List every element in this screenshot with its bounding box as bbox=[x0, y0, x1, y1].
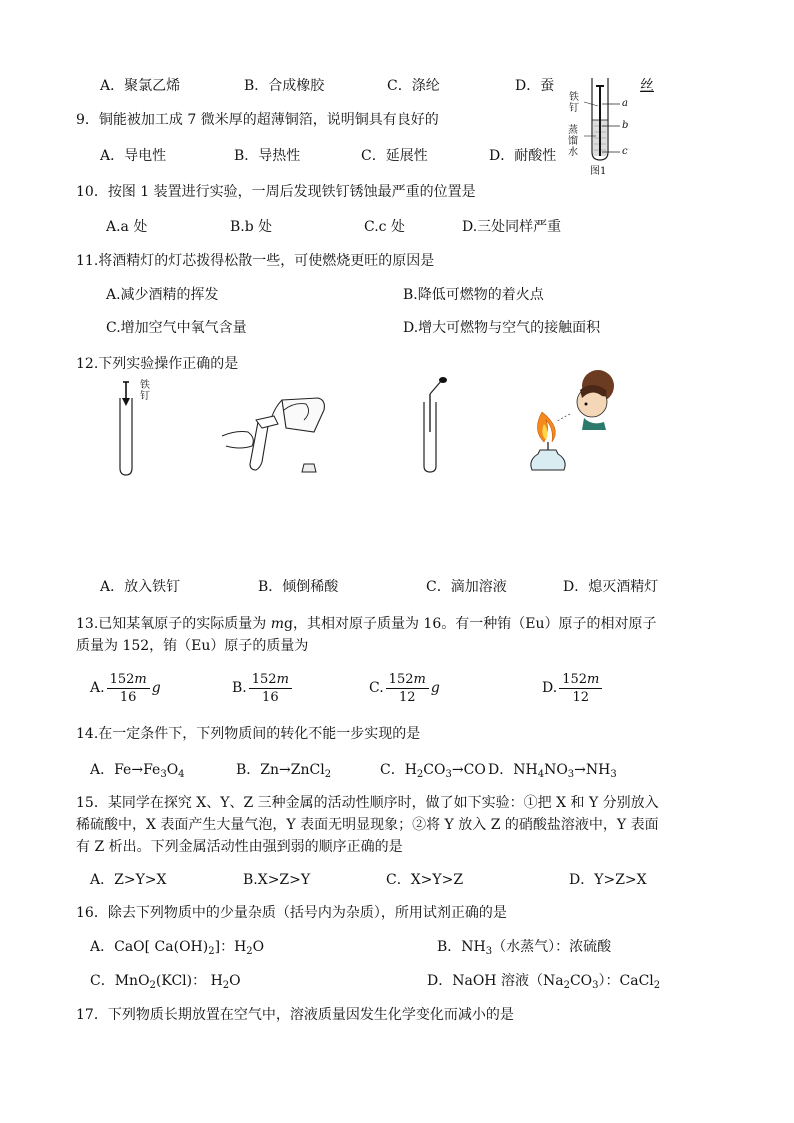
q10-option-b: B.b 处 bbox=[230, 219, 273, 235]
q11-option-a: A.减少酒精的挥发 bbox=[106, 287, 219, 303]
q13-stem-var: m bbox=[270, 616, 284, 632]
q14-option-c: C．$H_2CO_3\to CO$ bbox=[380, 762, 486, 780]
q12-option-b: B．倾倒稀酸 bbox=[258, 579, 339, 595]
q13-option-c-letter: C. bbox=[369, 680, 384, 696]
q13-option-b-fraction: $\frac{152m}{16}$ bbox=[249, 671, 292, 706]
q12-option-d: D．熄灭酒精灯 bbox=[563, 579, 659, 595]
q13-stem-line2: 质量为 152，铕（Eu）原子的质量为 bbox=[76, 638, 309, 654]
q13-option-a-fraction: $\frac{152m}{16}$ bbox=[107, 671, 150, 706]
q12-option-c: C．滴加溶液 bbox=[426, 579, 507, 595]
q14-option-d: D．$NH_4NO_3\to NH_3$ bbox=[488, 762, 617, 780]
q15-stem-line2: 稀硫酸中，X 表面产生大量气泡，Y 表面无明显现象；②将 Y 放入 Z 的硝酸盐溶液中，Y 表面 bbox=[76, 817, 659, 833]
q15-option-c: C．X>Y>Z bbox=[386, 872, 464, 888]
q12-figure-b-pouring bbox=[222, 380, 332, 480]
q17-stem: 17．下列物质长期放置在空气中，溶液质量因发生化学变化而减小的是 bbox=[76, 1007, 514, 1023]
q8-option-c: C．涤纶 bbox=[387, 78, 440, 94]
q11-option-d: D.增大可燃物与空气的接触面积 bbox=[403, 320, 601, 336]
q12-nail-label: 铁 钉 bbox=[140, 380, 150, 402]
q9-stem: 9．铜能被加工成 7 微米厚的超薄铜箔，说明铜具有良好的 bbox=[76, 112, 439, 128]
q10-stem: 10．按图 1 装置进行实验，一周后发现铁钉锈蚀最严重的位置是 bbox=[76, 184, 476, 200]
q13-option-a-unit: g bbox=[151, 680, 161, 696]
q10-option-c: C.c 处 bbox=[364, 219, 405, 235]
q12-figure-d-lamp bbox=[522, 368, 632, 478]
q13-stem-part1: 13.已知某氧原子的实际质量为 bbox=[76, 616, 271, 632]
q8-option-a: A．聚氯乙烯 bbox=[100, 78, 181, 94]
q15-option-a: A．Z>Y>X bbox=[90, 872, 167, 888]
q8-option-d: D．蚕 bbox=[515, 78, 555, 94]
fig1-water-label: 蒸 馏 水 bbox=[568, 125, 578, 158]
q13-stem-part2: g，其相对原子质量为 16。有一种铕（Eu）原子的相对原子 bbox=[284, 616, 657, 632]
q15-stem-line1: 15．某同学在探究 X、Y、Z 三种金属的活动性顺序时，做了如下实验：①把 X 和 Y 分别放入 bbox=[76, 795, 659, 811]
q14-stem: 14.在一定条件下，下列物质间的转化不能一步实现的是 bbox=[76, 726, 421, 742]
q12-figure-c-dropper bbox=[416, 376, 446, 476]
q9-option-d: D．耐酸性 bbox=[489, 148, 557, 164]
q16-option-b: B．$NH_3$（水蒸气）：浓硫酸 bbox=[437, 939, 612, 957]
fig1-tube-drawing bbox=[582, 72, 642, 168]
q13-option-b-letter: B. bbox=[232, 680, 247, 696]
q15-option-d: D．Y>Z>X bbox=[569, 872, 647, 888]
q14-option-b: B．Zn→ZnCl$_2$ bbox=[236, 762, 332, 780]
fig1-caption: 图1 bbox=[590, 166, 607, 177]
q8-option-d-tail: 丝 bbox=[640, 78, 654, 94]
q11-option-c: C.增加空气中氧气含量 bbox=[106, 320, 247, 336]
q13-option-b bbox=[232, 668, 294, 708]
q13-option-c-unit: g bbox=[430, 680, 440, 696]
q12-stem: 12.下列实验操作正确的是 bbox=[76, 356, 239, 372]
q12-option-a: A．放入铁钉 bbox=[100, 579, 181, 595]
q13-option-a-letter: A. bbox=[90, 680, 105, 696]
q9-option-b: B．导热性 bbox=[234, 148, 301, 164]
q10-option-a: A.a 处 bbox=[106, 219, 148, 235]
q13-option-a bbox=[90, 668, 161, 708]
q16-option-a: A．CaO[ $Ca(OH)_2$]：$H_2O$ bbox=[90, 939, 265, 957]
q9-option-c: C．延展性 bbox=[361, 148, 428, 164]
q13-option-d bbox=[542, 668, 604, 708]
q13-option-c-fraction: $\frac{152m}{12}$ bbox=[386, 671, 429, 706]
q14-option-a: A．$Fe\to Fe_3O_4$ bbox=[90, 762, 185, 780]
q10-option-d: D.三处同样严重 bbox=[462, 219, 562, 235]
q16-option-c: C．MnO$_2$(KCl)： $H_2O$ bbox=[90, 973, 241, 991]
q8-option-b: B．合成橡胶 bbox=[244, 78, 325, 94]
q16-option-d: D．NaOH 溶液$(Na_2CO_3)$：CaCl$_2$ bbox=[427, 973, 661, 991]
q13-option-d-letter: D. bbox=[542, 680, 558, 696]
fig1-nail-label: 铁 钉 bbox=[569, 92, 579, 114]
q13-option-d-fraction: $\frac{152m}{12}$ bbox=[559, 671, 602, 706]
q15-stem-line3: 有 Z 析出。下列金属活动性由强到弱的顺序正确的是 bbox=[76, 839, 403, 855]
q13-stem-line1 bbox=[76, 614, 656, 634]
fig1-point-b: b bbox=[622, 120, 629, 131]
fig1-point-c: c bbox=[622, 146, 628, 157]
q11-stem: 11.将酒精灯的灯芯拨得松散一些，可使燃烧更旺的原因是 bbox=[76, 253, 435, 269]
q15-option-b: B.X>Z>Y bbox=[243, 872, 311, 888]
fig1-point-a: a bbox=[622, 98, 628, 109]
q9-option-a: A．导电性 bbox=[100, 148, 167, 164]
q11-option-b: B.降低可燃物的着火点 bbox=[403, 287, 544, 303]
q16-stem: 16．除去下列物质中的少量杂质（括号内为杂质），所用试剂正确的是 bbox=[76, 905, 507, 921]
q13-option-c bbox=[369, 668, 440, 708]
